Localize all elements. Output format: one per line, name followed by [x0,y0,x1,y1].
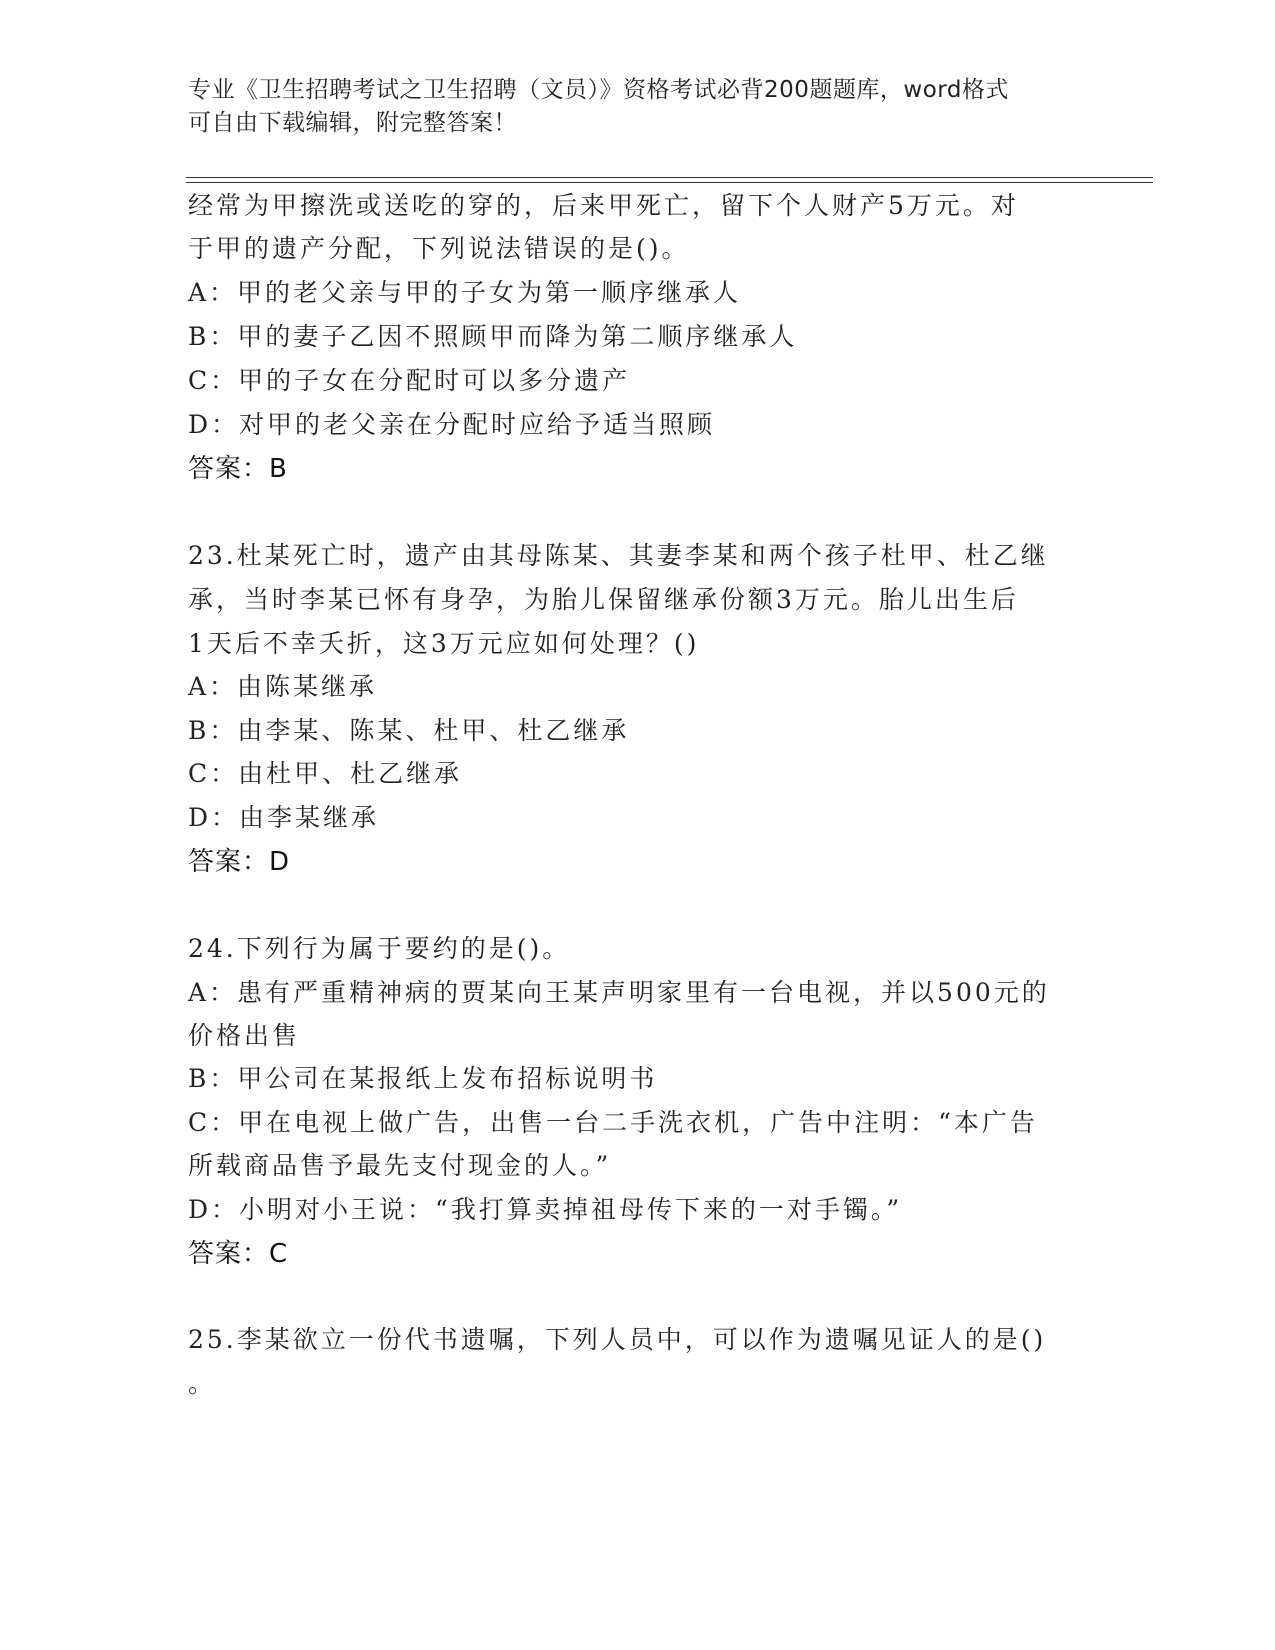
header-divider-top [186,177,1153,178]
q22-option-a: A：甲的老父亲与甲的子女为第一顺序继承人 [188,278,742,307]
q22-stem-line-1: 经常为甲擦洗或送吃的穿的，后来甲死亡，留下个人财产5万元。对 [188,191,1019,220]
q22-option-d: D：对甲的老父亲在分配时应给予适当照顾 [188,410,716,439]
q23-option-c: C：由杜甲、杜乙继承 [188,759,463,788]
q22-answer: 答案：B [188,454,288,484]
q22-option-b: B：甲的妻子乙因不照顾甲而降为第二顺序继承人 [188,322,798,351]
q23-stem-line-2: 承，当时李某已怀有身孕，为胎儿保留继承份额3万元。胎儿出生后 [188,585,1019,614]
q23-stem-line-1: 23.杜某死亡时，遗产由其母陈某、其妻李某和两个孩子杜甲、杜乙继 [188,541,1049,570]
q24-option-c-line-2: 所载商品售予最先支付现金的人。” [188,1151,612,1180]
q22-option-c: C：甲的子女在分配时可以多分遗产 [188,366,631,395]
q23-answer: 答案：D [188,847,291,877]
header-line-1: 专业《卫生招聘考试之卫生招聘（文员）》资格考试必背200题题库，word格式 [188,77,1009,103]
q24-option-b: B：甲公司在某报纸上发布招标说明书 [188,1064,658,1093]
q22-stem-line-2: 于甲的遗产分配，下列说法错误的是()。 [188,234,690,263]
q24-option-a-line-1: A：患有严重精神病的贾某向王某声明家里有一台电视，并以500元的 [188,978,1050,1007]
q24-answer: 答案：C [188,1239,289,1269]
document-header [188,74,1088,140]
q23-option-d: D：由李某继承 [188,803,380,832]
q23-option-a: A：由陈某继承 [188,672,378,701]
q25-stem-line-1: 25.李某欲立一份代书遗嘱，下列人员中，可以作为遗嘱见证人的是() [188,1325,1047,1354]
q24-option-c-line-1: C：甲在电视上做广告，出售一台二手洗衣机，广告中注明：“本广告 [188,1108,1038,1137]
header-line-2: 可自由下载编辑，附完整答案！ [188,110,517,136]
q24-option-a-line-2: 价格出售 [188,1021,301,1050]
header-divider-bottom [186,182,1153,183]
q24-option-d: D：小明对小王说：“我打算卖掉祖母传下来的一对手镯。” [188,1195,903,1224]
q23-option-b: B：由李某、陈某、杜甲、杜乙继承 [188,716,630,745]
q24-stem: 24.下列行为属于要约的是()。 [188,934,571,963]
q23-stem-line-3: 1天后不幸夭折，这3万元应如何处理？() [188,629,700,658]
q25-stem-line-2: 。 [188,1369,217,1398]
